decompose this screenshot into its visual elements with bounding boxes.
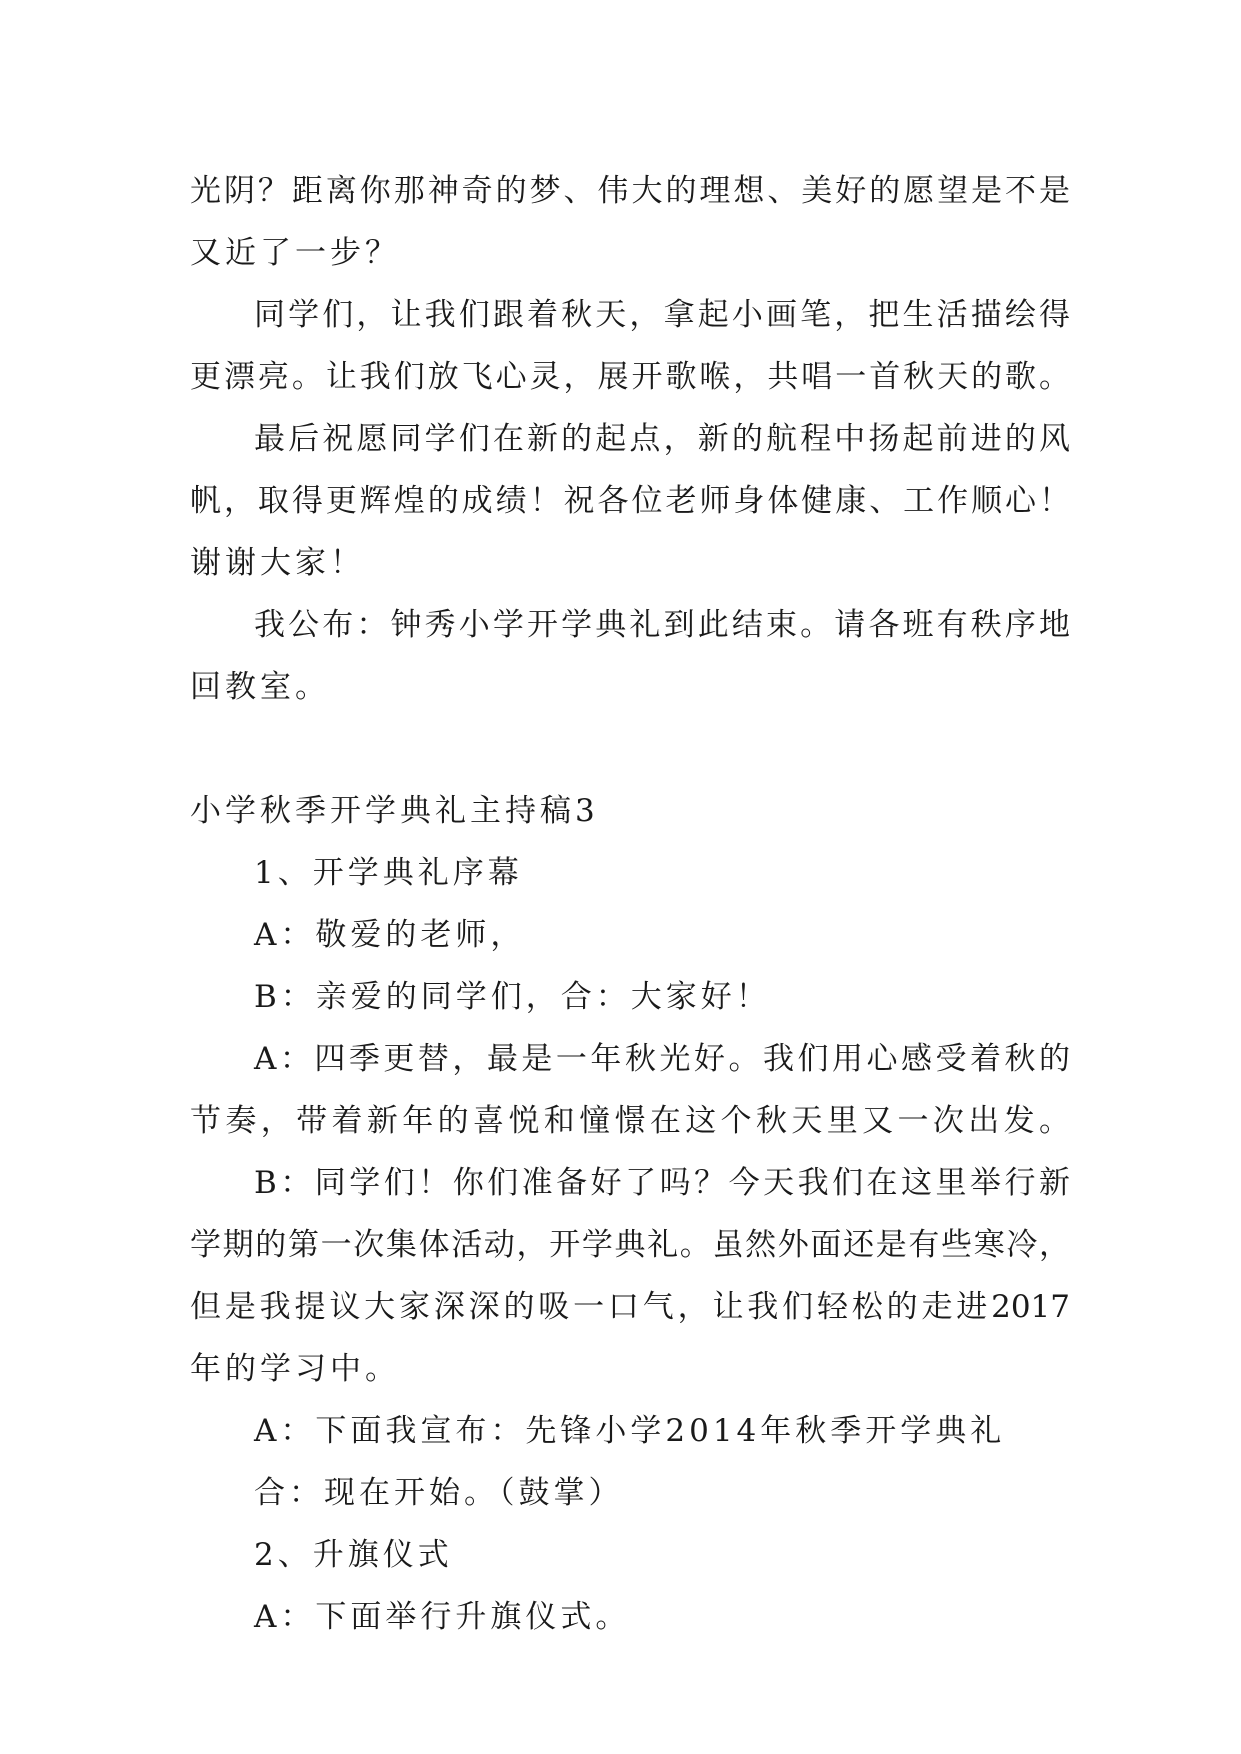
- dialogue-line: 合：现在开始。（鼓掌）: [254, 1475, 624, 1511]
- list-item-heading: 1、开学典礼序幕: [254, 855, 523, 891]
- paragraph-line: 谢谢大家！: [190, 545, 365, 581]
- paragraph-line: 同学们，让我们跟着秋天，拿起小画笔，把生活描绘得: [254, 297, 1070, 333]
- document-body: [190, 160, 1070, 1648]
- dialogue-line: A：敬爱的老师，: [254, 917, 526, 953]
- paragraph-line: 我公布：钟秀小学开学典礼到此结束。请各班有秩序地: [254, 607, 1070, 643]
- paragraph-line: 最后祝愿同学们在新的起点，新的航程中扬起前进的风: [254, 421, 1070, 457]
- dialogue-line: B：亲爱的同学们，合：大家好！: [254, 979, 771, 1015]
- dialogue-line: A：下面我宣布：先锋小学2014年秋季开学典礼: [254, 1413, 1006, 1449]
- paragraph-line: 学期的第一次集体活动，开学典礼。虽然外面还是有些寒冷，: [190, 1227, 1070, 1263]
- paragraph-line: 节奏，带着新年的喜悦和憧憬在这个秋天里又一次出发。: [190, 1103, 1070, 1139]
- paragraph-line: 帆，取得更辉煌的成绩！祝各位老师身体健康、工作顺心！: [190, 483, 1070, 519]
- dialogue-line: A：下面举行升旗仪式。: [254, 1599, 631, 1635]
- paragraph-line: 年的学习中。: [190, 1351, 400, 1387]
- list-item-heading: 2、升旗仪式: [254, 1537, 453, 1573]
- paragraph-line: 但是我提议大家深深的吸一口气，让我们轻松的走进2017: [190, 1289, 1070, 1325]
- paragraph-line: 又近了一步？: [190, 235, 400, 271]
- section-gap: [190, 718, 1070, 780]
- paragraph-line: 光阴？距离你那神奇的梦、伟大的理想、美好的愿望是不是: [190, 173, 1070, 209]
- paragraph-line: 更漂亮。让我们放飞心灵，展开歌喉，共唱一首秋天的歌。: [190, 359, 1070, 395]
- dialogue-line: B：同学们！你们准备好了吗？今天我们在这里举行新: [254, 1165, 1070, 1201]
- section-heading: 小学秋季开学典礼主持稿3: [190, 793, 599, 829]
- paragraph-line: 回教室。: [190, 669, 330, 705]
- dialogue-line: A：四季更替，最是一年秋光好。我们用心感受着秋的: [254, 1041, 1070, 1077]
